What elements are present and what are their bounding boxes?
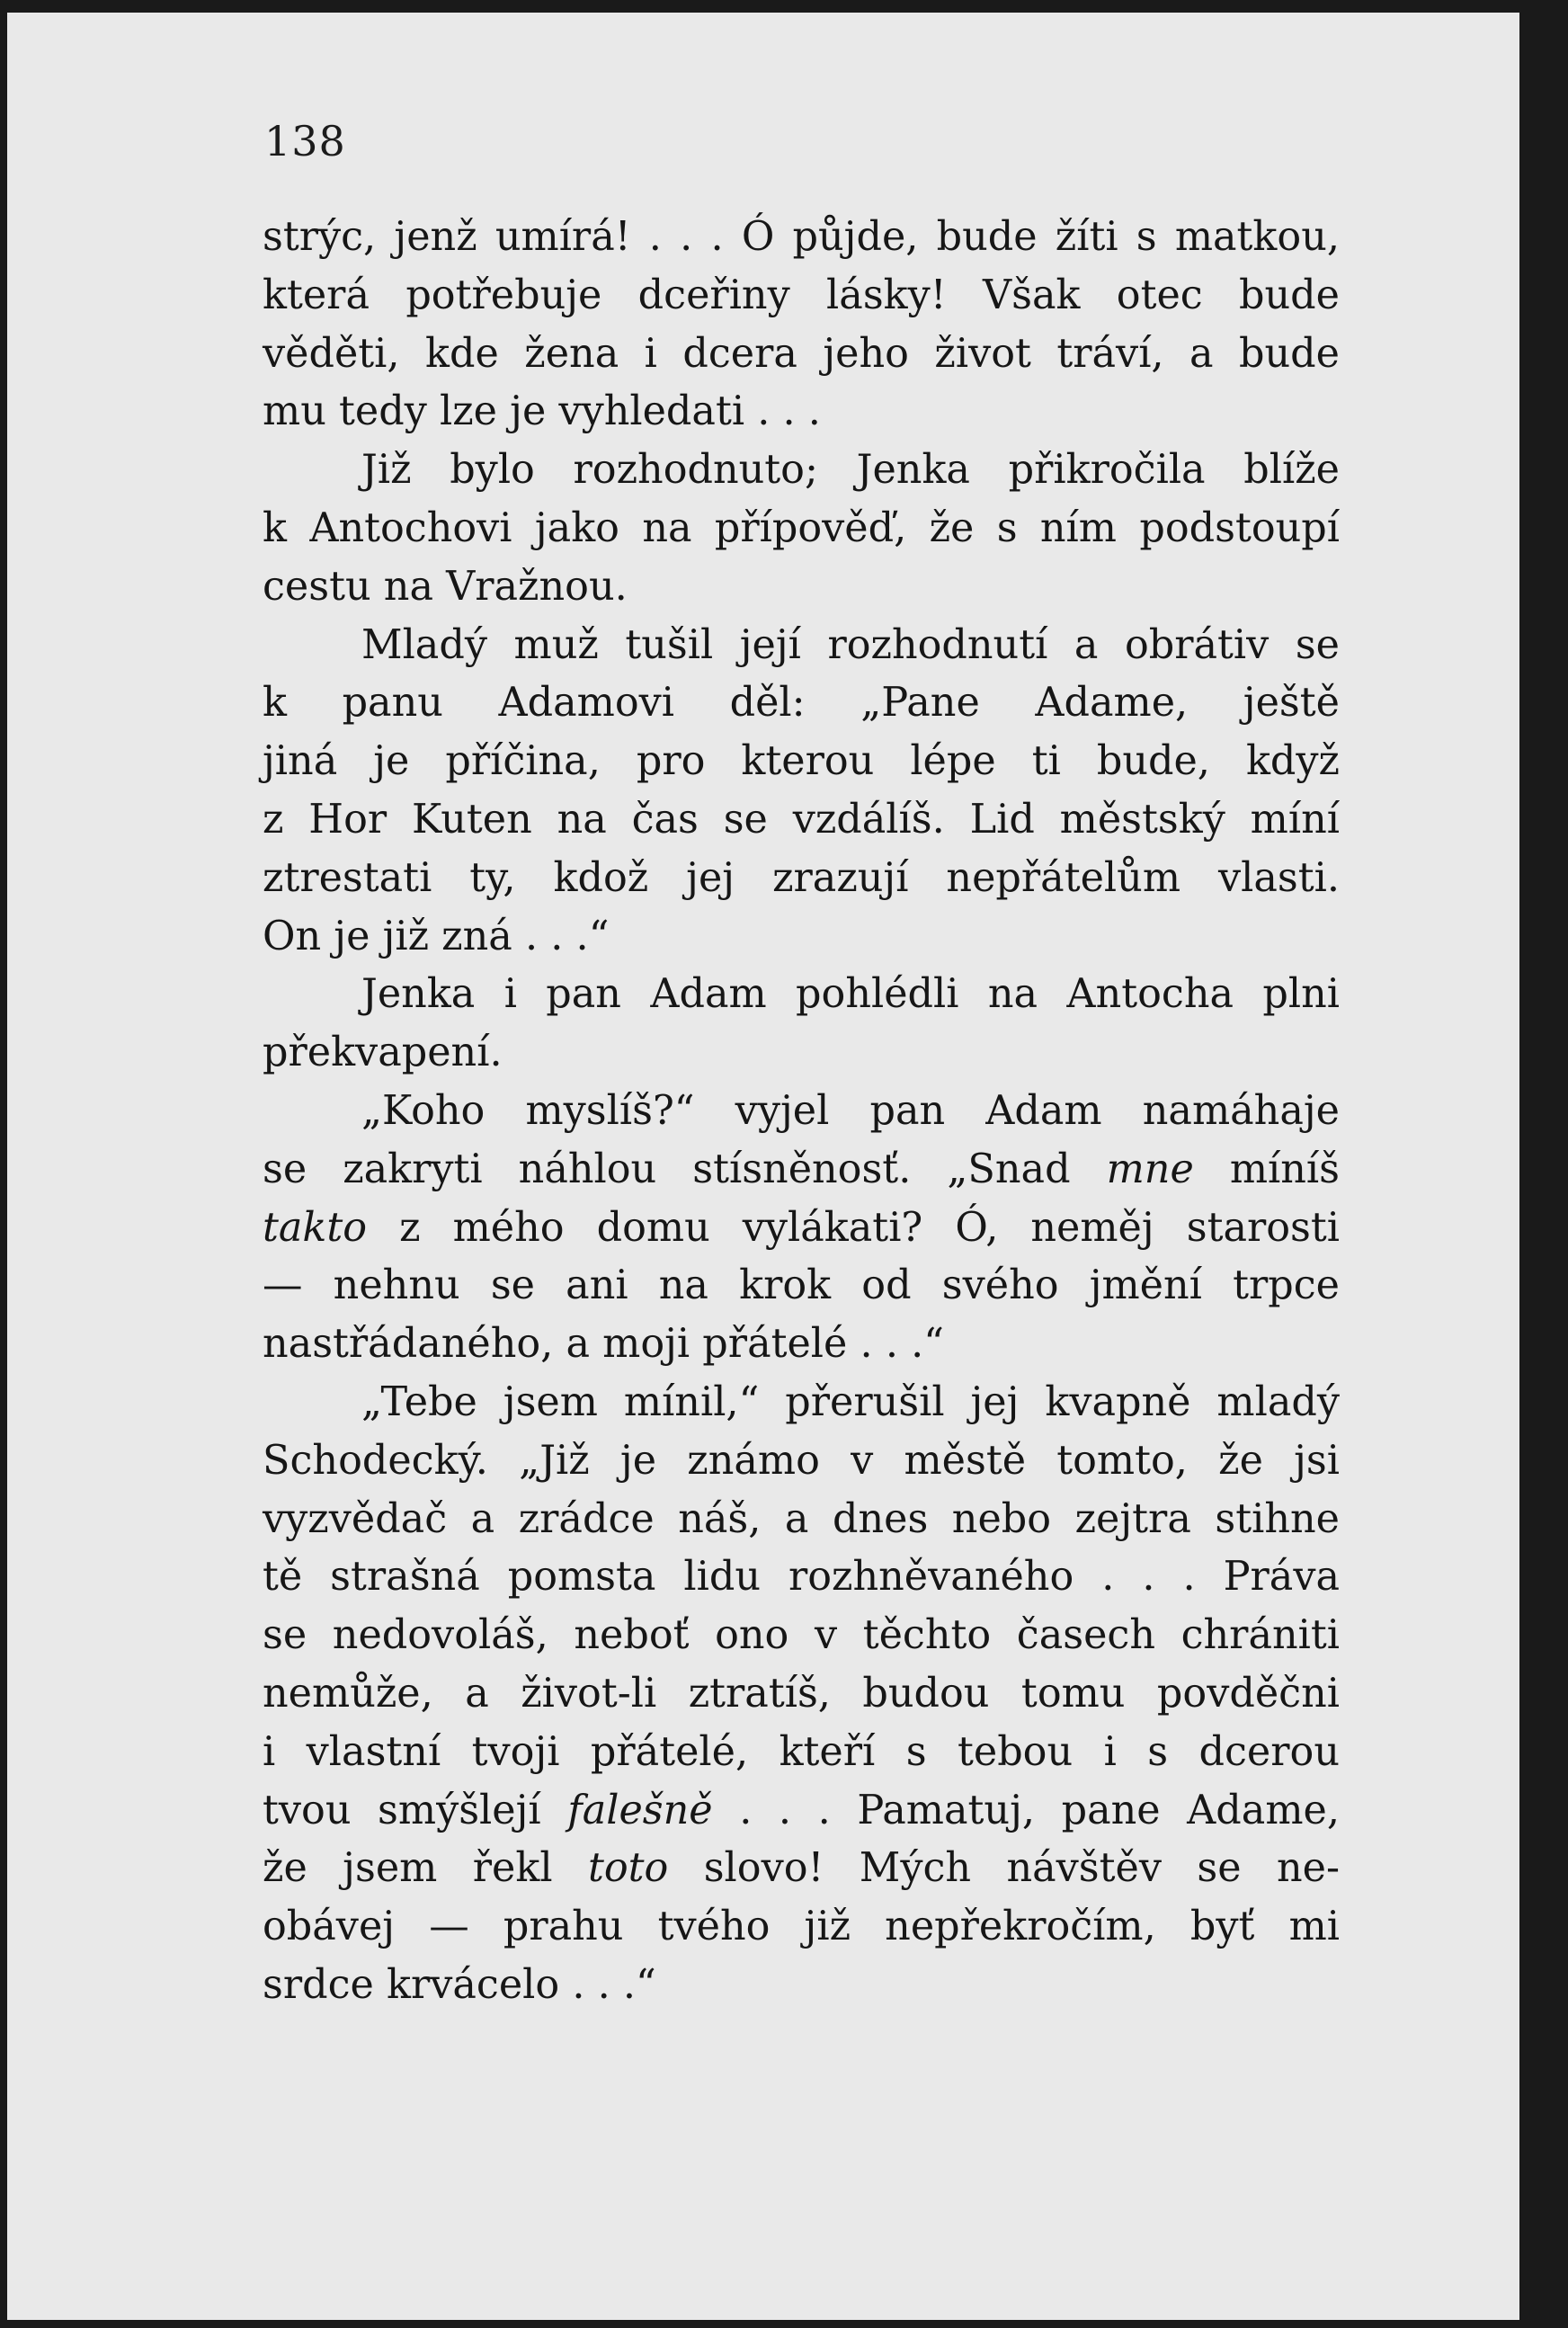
text-segment: věděti, kde žena i dcera jeho život tráví, a bude — [263, 330, 1340, 377]
text-segment: On je již zná . . .“ — [263, 913, 610, 959]
text-line — [263, 209, 1340, 267]
text-line — [263, 908, 1340, 967]
italic-text: toto — [587, 1845, 669, 1892]
text-line — [263, 500, 1340, 558]
text-line — [263, 617, 1340, 675]
text-segment: jiná je příčina, pro kterou lépe ti bude, když — [263, 738, 1340, 785]
text-segment: z Hor Kuten na čas se vzdálíš. Lid městský míní — [263, 796, 1340, 843]
text-line — [263, 966, 1340, 1024]
text-segment: překvapení. — [263, 1030, 503, 1076]
text-line — [263, 850, 1340, 908]
text-segment: že jsem řekl — [263, 1845, 588, 1892]
text-segment: srdce krvácelo . . .“ — [263, 1961, 656, 2008]
text-line — [263, 326, 1340, 384]
italic-text: falešně — [567, 1787, 713, 1833]
text-segment: Mladý muž tušil její rozhodnutí a obrátiv se — [361, 621, 1340, 668]
text-segment: nastřádaného, a moji přátelé . . .“ — [263, 1321, 944, 1368]
text-line — [263, 1024, 1340, 1083]
text-segment: která potřebuje dceřiny lásky! Však otec bude — [263, 272, 1340, 318]
text-line — [263, 558, 1340, 617]
text-segment: se nedovoláš, neboť ono v těchto časech chrániti — [263, 1612, 1340, 1659]
text-line — [263, 1083, 1340, 1141]
italic-text: mne — [1106, 1146, 1194, 1192]
text-segment: vyzvědač a zrádce náš, a dnes nebo zejtra stihne — [263, 1495, 1340, 1542]
page-number: 138 — [264, 117, 346, 165]
text-line — [263, 1257, 1340, 1316]
text-line — [263, 383, 1340, 442]
text-segment: — nehnu se ani na krok od svého jmění trpce — [263, 1262, 1340, 1309]
text-line — [263, 733, 1340, 791]
body-text — [263, 209, 1340, 2015]
text-segment: slovo! Mých návštěv se ne- — [668, 1845, 1340, 1892]
text-segment: tvou smýšlejí — [263, 1787, 568, 1833]
text-line — [263, 1491, 1340, 1549]
text-line — [263, 1141, 1340, 1200]
text-line — [263, 1374, 1340, 1432]
text-line — [263, 1898, 1340, 1957]
text-line — [263, 1607, 1340, 1665]
text-segment: „Koho myslíš?“ vyjel pan Adam namáhaje — [361, 1087, 1340, 1134]
text-segment: se zakryti náhlou stísněnosť. „Snad — [263, 1146, 1107, 1192]
text-line — [263, 1548, 1340, 1607]
text-segment: mu tedy lze je vyhledati . . . — [263, 388, 821, 435]
text-line — [263, 1724, 1340, 1782]
text-segment: strýc, jenž umírá! . . . Ó půjde, bude žíti s matkou, — [263, 214, 1340, 260]
text-segment: míníš — [1193, 1146, 1340, 1192]
text-segment: z mého domu vylákati? Ó, neměj starosti — [367, 1204, 1340, 1251]
text-line — [263, 674, 1340, 733]
text-line — [263, 1316, 1340, 1374]
text-line — [263, 1432, 1340, 1491]
text-segment: Schodecký. „Již je známo v městě tomto, že jsi — [263, 1437, 1340, 1484]
text-segment: nemůže, a život-li ztratíš, budou tomu povděčni — [263, 1670, 1340, 1717]
text-segment: k panu Adamovi děl: „Pane Adame, ještě — [263, 680, 1340, 727]
text-line — [263, 442, 1340, 500]
text-segment: obávej — prahu tvého již nepřekročím, byť mi — [263, 1904, 1340, 1950]
text-segment: . . . Pamatuj, pane Adame, — [712, 1787, 1340, 1833]
text-line — [263, 1782, 1340, 1841]
text-segment: i vlastní tvoji přátelé, kteří s tebou i s dcerou — [263, 1728, 1340, 1775]
italic-text: takto — [263, 1204, 368, 1251]
text-segment: „Tebe jsem mínil,“ přerušil jej kvapně mladý — [361, 1378, 1340, 1425]
text-segment: k Antochovi jako na přípověď, že s ním podstoupí — [263, 504, 1340, 551]
text-line — [263, 267, 1340, 326]
text-segment: cestu na Vražnou. — [263, 563, 628, 610]
text-line — [263, 1957, 1340, 2015]
text-line — [263, 1200, 1340, 1258]
text-segment: tě strašná pomsta lidu rozhněvaného . . . Práva — [263, 1554, 1340, 1601]
text-line — [263, 1665, 1340, 1724]
text-segment: ztrestati ty, kdož jej zrazují nepřátelům vlasti. — [263, 854, 1340, 901]
text-segment: Jenka i pan Adam pohlédli na Antocha plni — [361, 971, 1340, 1018]
text-line — [263, 1840, 1340, 1898]
text-segment: Již bylo rozhodnuto; Jenka přikročila blíže — [361, 447, 1340, 494]
text-line — [263, 791, 1340, 850]
